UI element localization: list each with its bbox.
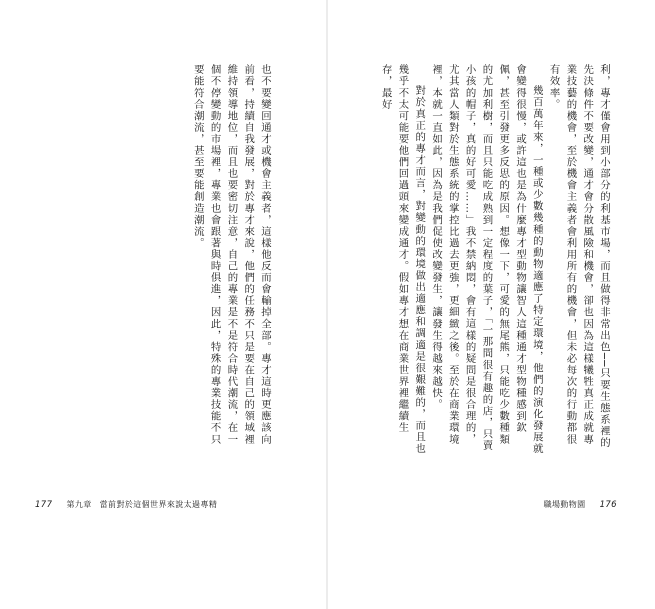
right-body-text — [380, 64, 612, 456]
running-title: 職場動物園 — [543, 500, 586, 509]
right-footer — [544, 499, 617, 510]
left-paragraph-1: 也不要變回通才或機會主義者，這樣他反而會輸掉全部。專才這時更應該向前看，持續自我發展，對於專才來說，他們的任務不只是要在自己的領域裡維持領導地位，而且也要密切注意，自己的專業是不是符合時代潮流，在一個不停變動的市場裡，專業也會跟著與時俱進，因此，特殊的專業技能不只要能符合潮流，甚至要能創造潮流。 — [191, 64, 271, 446]
left-page — [0, 0, 327, 609]
right-paragraph-3: 對於真正的專才而言，對變動的環境做出適應和調適是很艱難的，而且也幾乎不太可能要他們回過頭來變成通才。假如專才想在商業世界裡繼續生存，最好 — [380, 64, 426, 455]
right-page-number: 176 — [599, 499, 617, 510]
gutter — [326, 0, 328, 609]
right-paragraph-1: 利，專才僅會用到小部分的利基市場，而且做得非常出色──只要生態系裡的先決條件不要改變，通才會分散風險和機會，卻也因為這樣犧牲真正成就專業技藝的機會，至於機會主義者會利用所有的機會，但未必每次的行動都很有效率。 — [547, 64, 610, 449]
left-body-text — [153, 64, 273, 456]
chapter-title: 當前對於這個世界來說太過專精 — [99, 500, 218, 509]
right-paragraph-2: 幾百萬年來，一種或少數幾種的動物適應了特定環境，他們的演化發展就會變得很慢，或許這也是為什麼專才型動物讓智人這種通才型物種感到欽佩，甚至引發更多反思的原因。想像一下，可愛的無尾熊，只能吃少數種類的尤加利樹，而且只能吃成熟到一定程度的葉子，「一那間很有趣的店，只賣小孩的帽子，真的好可愛……」我不禁納悶，會有這樣的疑問是很合理的，尤其當人類對於生態系統的掌控比過去更強，更細緻之後。至於在商業環境裡，本就一直如此，因為是我們促使改變發生，讓發生得越來越快。 — [430, 64, 543, 455]
left-footer — [35, 499, 217, 510]
chapter-label: 第九章 — [66, 500, 92, 509]
left-page-number: 177 — [35, 499, 53, 510]
